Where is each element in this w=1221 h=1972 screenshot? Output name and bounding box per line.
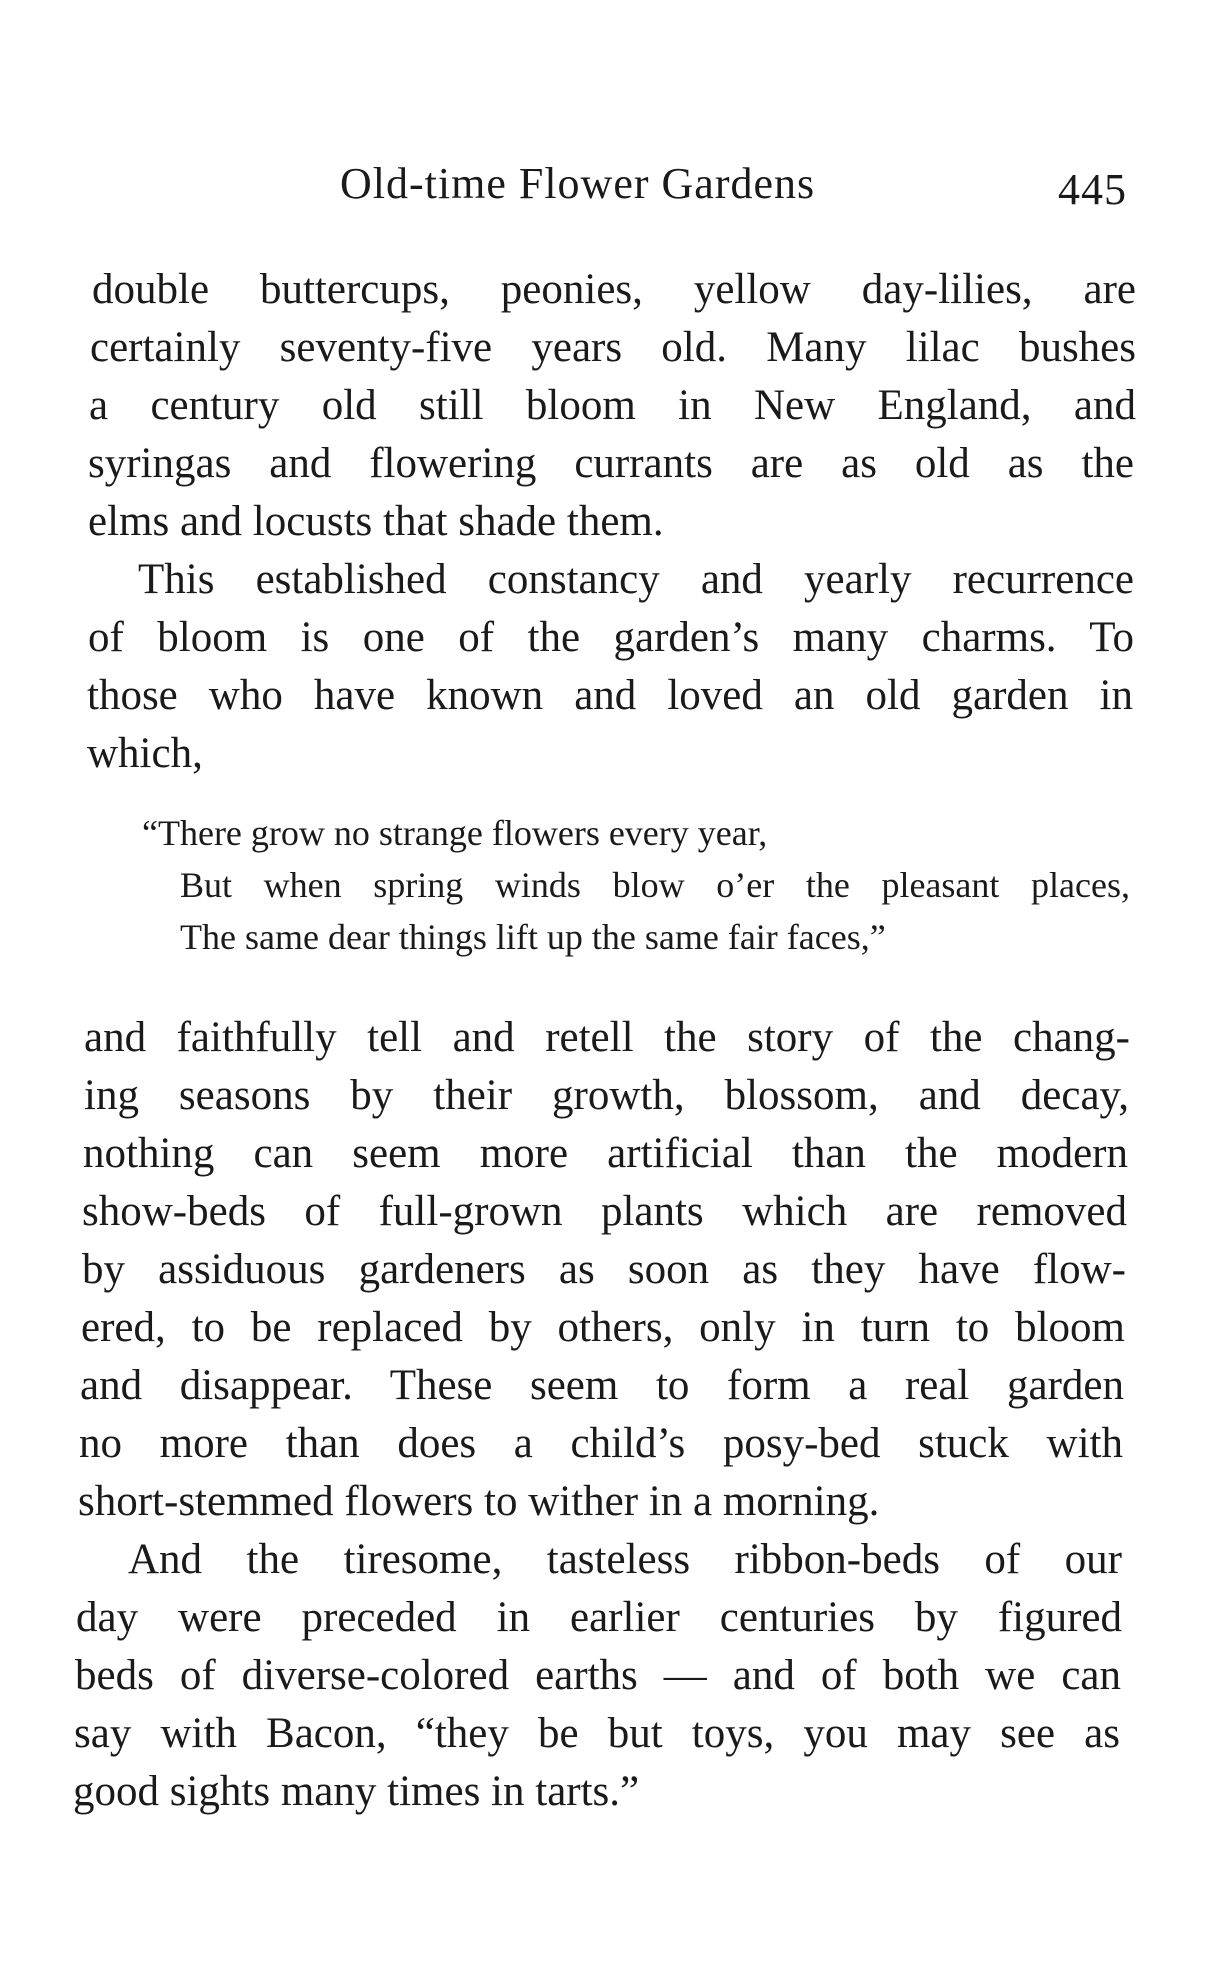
- text-line: ered, to be replaced by others, only in turn to bloom: [81, 1304, 1125, 1351]
- text-line: those who have known and loved an old garden in: [87, 672, 1133, 719]
- text-line: day were preceded in earlier centuries by figured: [76, 1594, 1122, 1641]
- text-line: This established constancy and yearly recurrence: [138, 556, 1134, 603]
- verse-line: The same dear things lift up the same fair faces,”: [180, 917, 886, 957]
- text-line: ing seasons by their growth, blossom, and decay,: [84, 1072, 1129, 1119]
- text-line: nothing can seem more artificial than the modern: [83, 1130, 1128, 1177]
- text-line: by assiduous gardeners as soon as they have flow-: [82, 1246, 1126, 1293]
- text-line: syringas and flowering currants are as old as the: [88, 440, 1134, 487]
- page-number: 445: [1058, 165, 1127, 214]
- text-line: and disappear. These seem to form a real garden: [80, 1362, 1124, 1409]
- running-head: [0, 158, 1221, 218]
- text-line: elms and locusts that shade them.: [88, 498, 664, 545]
- running-head-title: Old-time Flower Gardens: [340, 159, 816, 208]
- text-line: double buttercups, peonies, yellow day-lilies, are: [92, 266, 1136, 313]
- text-line: short-stemmed flowers to wither in a morning.: [78, 1478, 880, 1525]
- text-line: which,: [87, 730, 203, 777]
- text-line: say with Bacon, “they be but toys, you may see as: [74, 1710, 1120, 1757]
- text-line: and faithfully tell and retell the story of the chang-: [84, 1014, 1130, 1061]
- text-line: beds of diverse-colored earths — and of both we can: [75, 1652, 1121, 1699]
- text-line: certainly seventy-five years old. Many lilac bushes: [90, 324, 1136, 371]
- text-line: And the tiresome, tasteless ribbon-beds of our: [128, 1536, 1122, 1583]
- verse-line: But when spring winds blow o’er the pleasant places,: [180, 865, 1130, 905]
- text-line: good sights many times in tarts.”: [73, 1768, 640, 1815]
- text-line: of bloom is one of the garden’s many charms. To: [88, 614, 1134, 661]
- text-line: no more than does a child’s posy-bed stuck with: [79, 1420, 1123, 1467]
- text-line: show-beds of full-grown plants which are removed: [82, 1188, 1127, 1235]
- verse-line: “There grow no strange flowers every year,: [142, 813, 768, 853]
- text-line: a century old still bloom in New England, and: [89, 382, 1136, 429]
